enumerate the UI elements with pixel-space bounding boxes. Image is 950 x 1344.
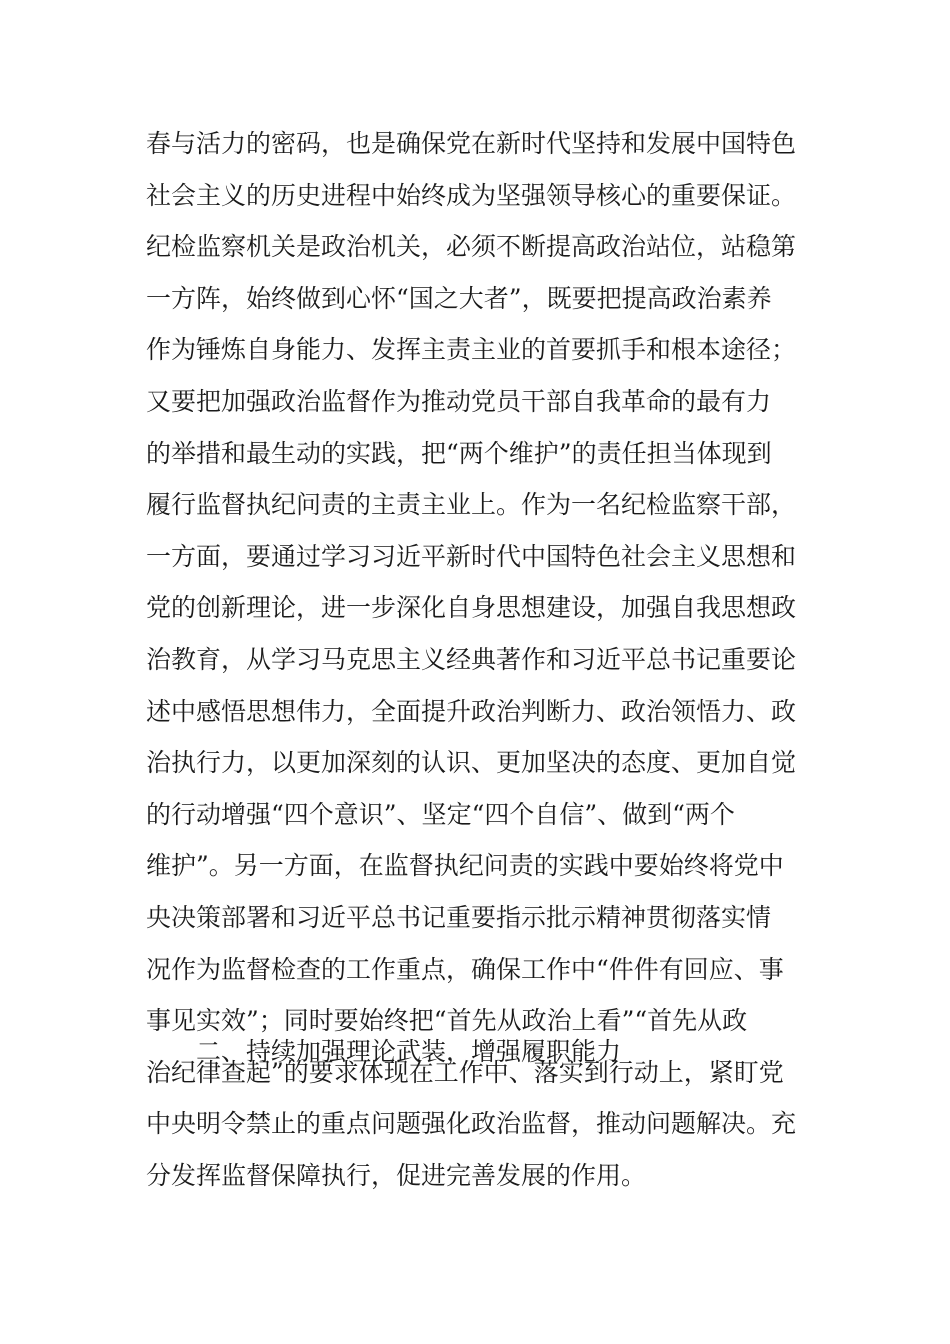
text-line: 春与活力的密码，也是确保党在新时代坚持和发展中国特色	[146, 129, 797, 158]
text-line: 维护”。另一方面，在监督执纪问责的实践中要始终将党中	[146, 851, 784, 881]
text-line: 又要把加强政治监督作为推动党员干部自我革命的最有力	[146, 386, 772, 416]
text-line: 的行动增强“四个意识”、坚定“四个自信”、做到“两个	[146, 799, 735, 829]
text-line: 中央明令禁止的重点问题强化政治监督，推动问题解决。充	[146, 1109, 797, 1139]
section-heading: 二、持续加强理论武装，增强履职能力	[196, 1037, 622, 1066]
text-line: 况作为监督检查的工作重点，确保工作中“件件有回应、事	[146, 954, 784, 984]
text-line: 治教育，从学习马克思主义经典著作和习近平总书记重要论	[146, 644, 797, 674]
text-line: 社会主义的历史进程中始终成为坚强领导核心的重要保证。	[146, 180, 797, 210]
text-line: 履行监督执纪问责的主责主业上。作为一名纪检监察干部，	[146, 490, 797, 520]
text-line: 一方阵，始终做到心怀“国之大者”，既要把提高政治素养	[146, 283, 772, 313]
text-line: 分发挥监督保障执行，促进完善发展的作用。	[146, 1160, 647, 1190]
text-line: 纪检监察机关是政治机关，必须不断提高政治站位，站稳第	[146, 232, 797, 262]
text-line: 事见实效”；同时要始终把“首先从政治上看”“首先从政	[146, 1006, 748, 1036]
text-line: 述中感悟思想伟力，全面提升政治判断力、政治领悟力、政	[146, 696, 797, 726]
text-line: 作为锤炼自身能力、发挥主责主业的首要抓手和根本途径；	[146, 335, 797, 365]
text-line: 治执行力，以更加深刻的认识、更加坚决的态度、更加自觉	[146, 748, 797, 778]
text-line: 央决策部署和习近平总书记重要指示批示精神贯彻落实情	[146, 902, 772, 932]
text-line: 一方面，要通过学习习近平新时代中国特色社会主义思想和	[146, 541, 797, 571]
text-line: 的举措和最生动的实践，把“两个维护”的责任担当体现到	[146, 438, 772, 468]
text-line: 治纪律查起”的要求体现在工作中、落实到行动上，紧盯党	[146, 1057, 784, 1087]
text-line: 党的创新理论，进一步深化自身思想建设，加强自我思想政	[146, 593, 797, 623]
